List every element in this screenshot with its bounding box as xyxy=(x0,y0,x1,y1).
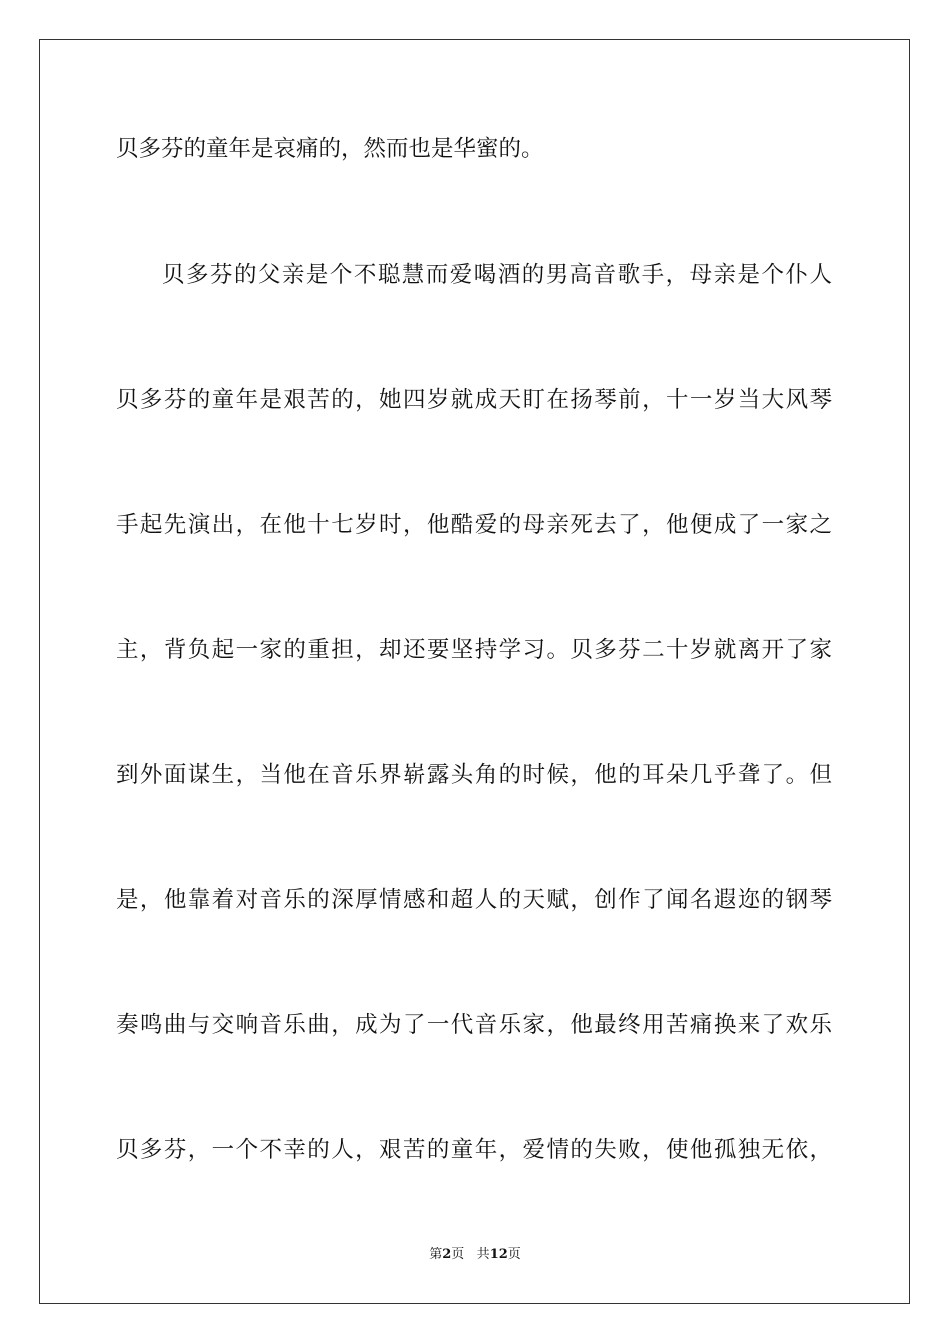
text-line: 主，背负起一家的重担，却还要坚持学习。贝多芬二十岁就离开了家 xyxy=(116,637,832,663)
text-line: 贝多芬的父亲是个不聪慧而爱喝酒的男高音歌手，母亲是个仆人 xyxy=(162,262,832,288)
text-line: 贝多芬，一个不幸的人，艰苦的童年，爱情的失败，使他孤独无依， xyxy=(116,1137,832,1163)
total-prefix: 共 xyxy=(476,1247,490,1262)
text-line: 贝多芬的童年是哀痛的，然而也是华蜜的。 xyxy=(116,136,544,162)
page-prefix: 第 xyxy=(429,1247,443,1262)
page-current: 2 xyxy=(442,1247,452,1262)
text-line: 手起先演出，在他十七岁时，他酷爱的母亲死去了，他便成了一家之 xyxy=(116,512,832,538)
text-line: 奏鸣曲与交响音乐曲，成为了一代音乐家，他最终用苦痛换来了欢乐 xyxy=(116,1012,832,1038)
text-line: 到外面谋生，当他在音乐界崭露头角的时候，他的耳朵几乎聋了。但 xyxy=(116,762,832,788)
text-line: 是，他靠着对音乐的深厚情感和超人的天赋，创作了闻名遐迩的钢琴 xyxy=(116,887,832,913)
page-total: 12 xyxy=(489,1247,508,1262)
page-border xyxy=(39,39,910,1304)
page-footer xyxy=(0,1246,950,1264)
page-suffix: 页 xyxy=(451,1247,465,1262)
total-suffix: 页 xyxy=(507,1247,521,1262)
text-line: 贝多芬的童年是艰苦的，她四岁就成天盯在扬琴前，十一岁当大风琴 xyxy=(116,387,832,413)
